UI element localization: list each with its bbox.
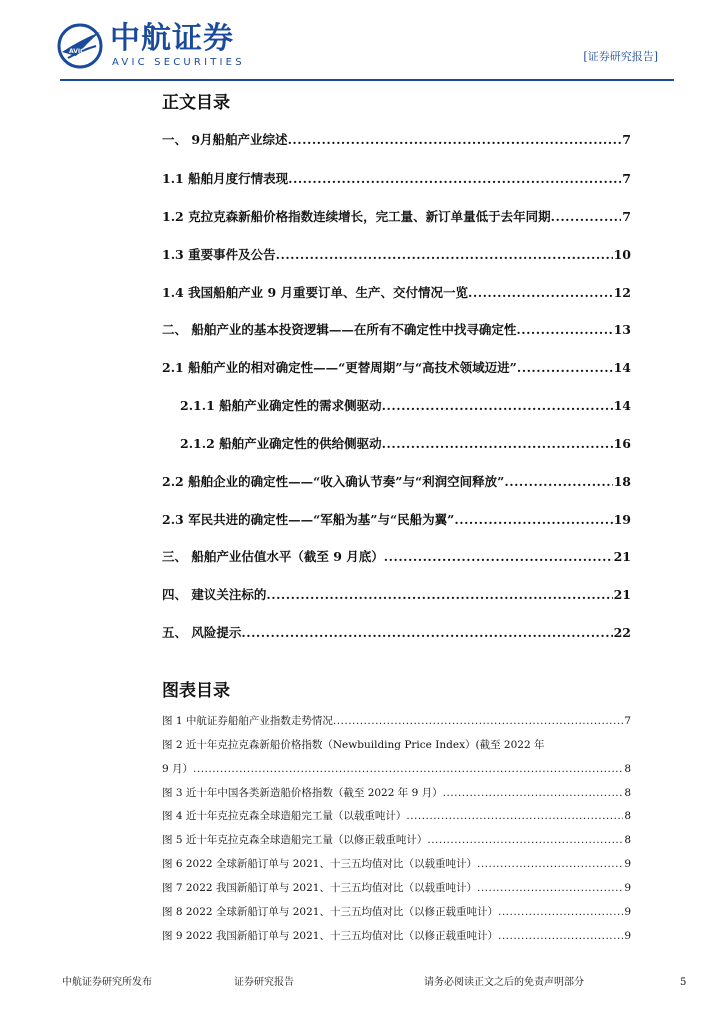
figure-entry[interactable]: 图 8 2022 全球新船订单与 2021、十三五均值对比（以修正载重吨计） ..... 9 [162,903,631,921]
footer-publisher: 中航证券研究所发布 [62,977,152,988]
toc-title: 正文目录 [162,93,230,113]
figure-entry[interactable]: 图 4 近十年克拉克森全球造船完工量（以载重吨计） ..... 8 [162,807,631,825]
figure-entry[interactable]: 图 9 2022 我国新船订单与 2021、十三五均值对比（以修正载重吨计） ..... 9 [162,927,631,945]
toc-entry[interactable]: 2.3 军民共进的确定性——“军船为基”与“民船为翼” ..... 19 [162,510,631,530]
toc-entry[interactable]: 一、 9月船舶产业综述 ..... 7 [162,130,631,150]
figure-entry[interactable]: 图 2 近十年克拉克森新船价格指数（Newbuilding Price Index）(截至 2022 年 [162,739,545,751]
avic-logo-icon [56,22,104,70]
svg-text:AVIC: AVIC [69,48,85,55]
toc-entry[interactable]: 1.1 船舶月度行情表现 ..... 7 [162,169,631,189]
toc-entry[interactable]: 二、 船舶产业的基本投资逻辑——在所有不确定性中找寻确定性 ..... 13 [162,320,631,340]
toc-entry[interactable]: 2.1 船舶产业的相对确定性——“更替周期”与“高技术领域迈进” ..... 14 [162,358,631,378]
toc-entry[interactable]: 三、 船舶产业估值水平（截至 9 月底） ..... 21 [162,547,631,567]
brand-name-cn: 中航证券 [110,21,234,56]
figure-entry[interactable]: 图 7 2022 我国新船订单与 2021、十三五均值对比（以载重吨计） ..... 9 [162,879,631,897]
brand-name-en: AVIC SECURITIES [112,57,245,68]
figure-entry[interactable]: 图 5 近十年克拉克森全球造船完工量（以修正载重吨计） ..... 8 [162,831,631,849]
toc-entry[interactable]: 2.1.2 船舶产业确定性的供给侧驱动 ..... 16 [180,434,631,454]
footer-disclaimer: 请务必阅读正文之后的免责声明部分 [424,977,584,988]
figure-list-title: 图表目录 [162,681,230,701]
header-divider [60,79,674,81]
toc-entry[interactable]: 1.4 我国船舶产业 9 月重要订单、生产、交付情况一览 ..... 12 [162,283,631,303]
footer-doc-type: 证券研究报告 [234,977,294,988]
figure-entry[interactable]: 图 6 2022 全球新船订单与 2021、十三五均值对比（以载重吨计） ..... 9 [162,855,631,873]
toc-entry[interactable]: 2.2 船舶企业的确定性——“收入确认节奏”与“利润空间释放” ..... 18 [162,472,631,492]
toc-entry[interactable]: 四、 建议关注标的 ..... 21 [162,585,631,605]
page-number: 5 [680,977,687,988]
figure-entry-continuation[interactable]: 9 月） ..... 8 [162,760,631,778]
toc-entry[interactable]: 五、 风险提示 ..... 22 [162,623,631,643]
toc-entry[interactable]: 1.2 克拉克森新船价格指数连续增长，完工量、新订单量低于去年同期 ..... 7 [162,207,631,227]
toc-entry[interactable]: 2.1.1 船舶产业确定性的需求侧驱动 ..... 14 [180,396,631,416]
report-type-tag: [证券研究报告] [583,50,658,63]
toc-entry[interactable]: 1.3 重要事件及公告 ..... 10 [162,245,631,265]
figure-entry[interactable]: 图 1 中航证券船舶产业指数走势情况 ..... 7 [162,712,631,730]
page-header [0,0,724,88]
figure-entry[interactable]: 图 3 近十年中国各类新造船价格指数（截至 2022 年 9 月） ..... 8 [162,784,631,802]
